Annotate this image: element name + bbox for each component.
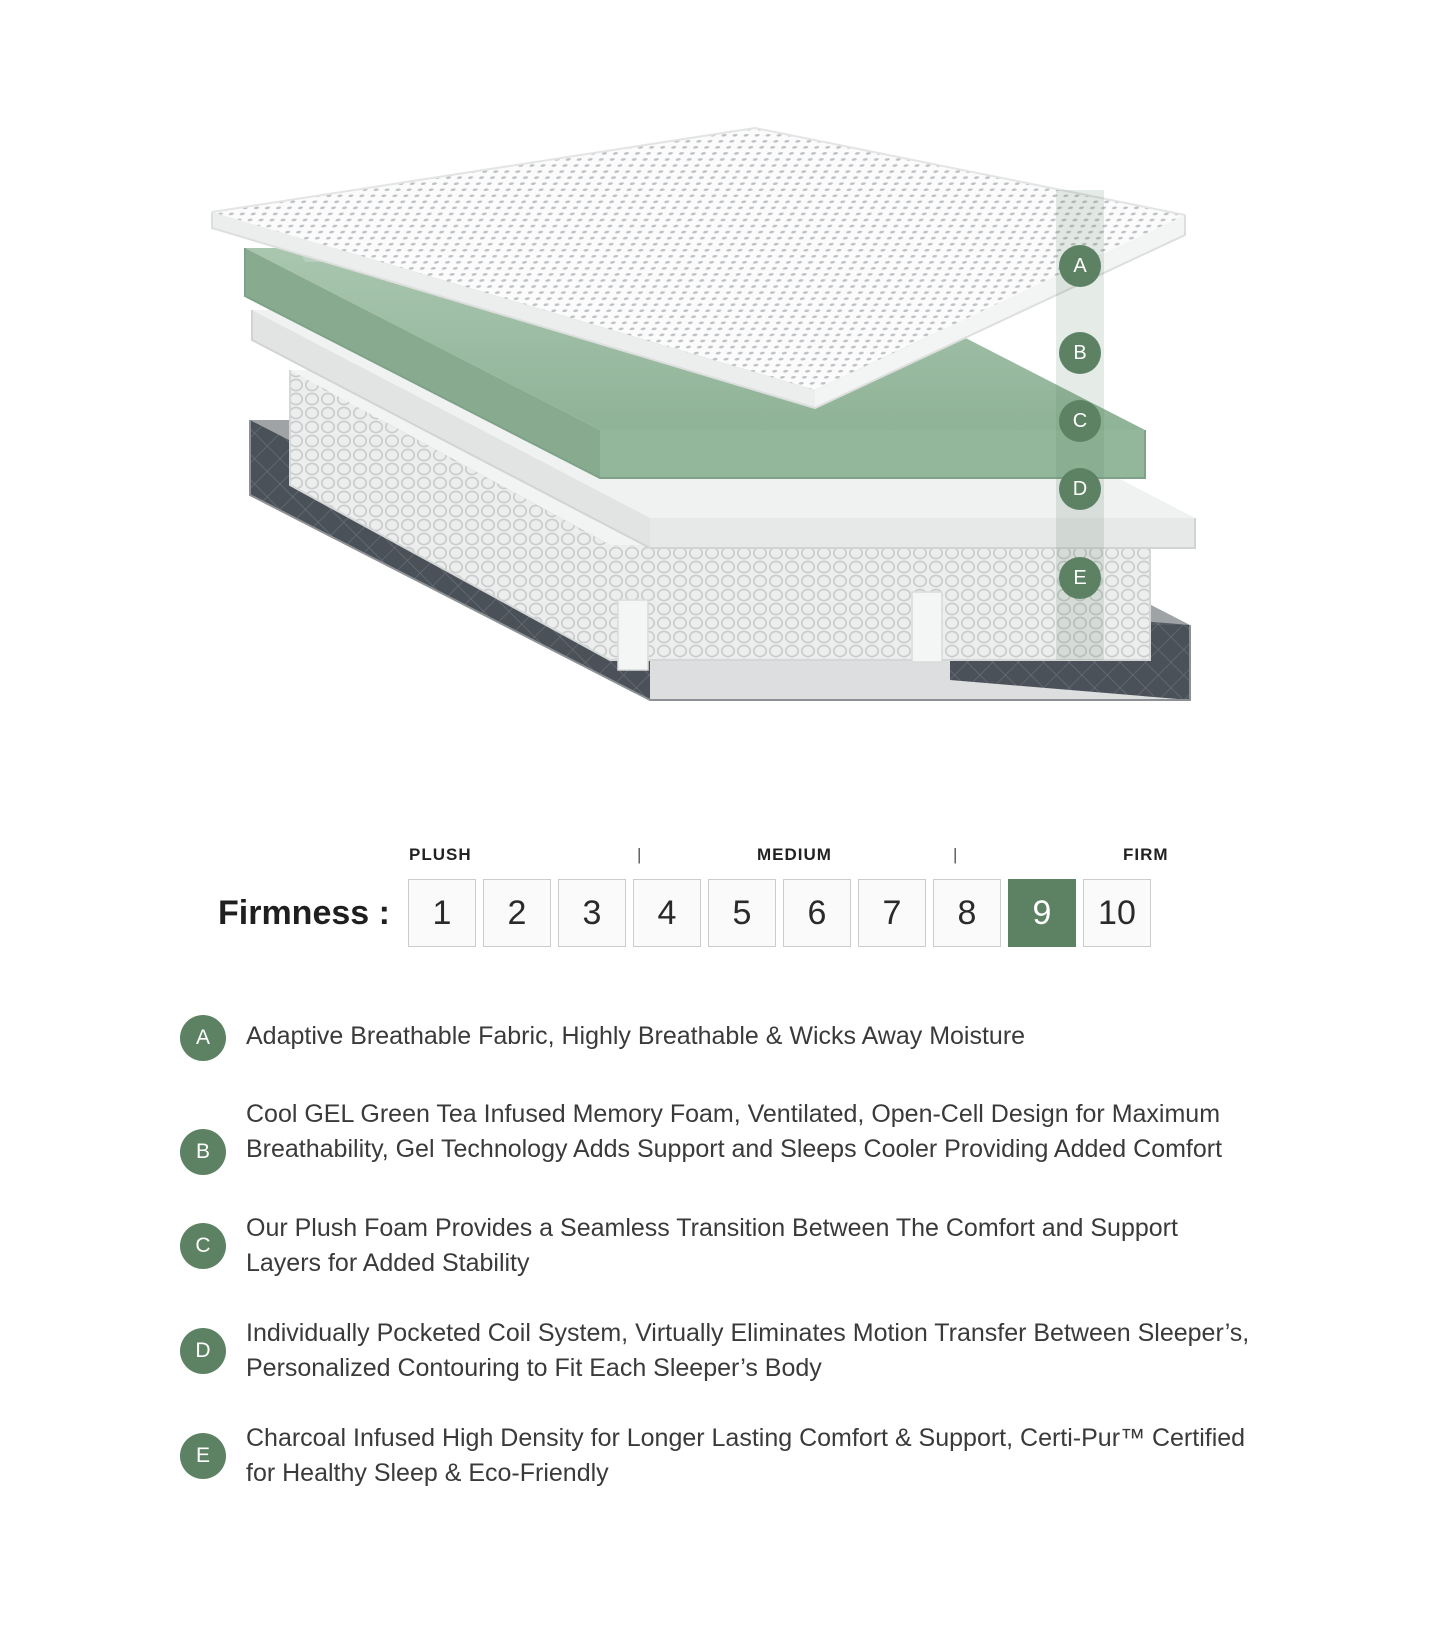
legend-text-c: Our Plush Foam Provides a Seamless Transition Between The Comfort and Support Layers for Added Stability — [246, 1214, 1178, 1277]
legend-item-c — [180, 1207, 1260, 1280]
legend-badge-b: B — [180, 1129, 226, 1175]
diagram-badge-b: B — [1059, 332, 1101, 374]
firmness-cell-2[interactable]: 2 — [483, 879, 551, 947]
legend-text-d: Individually Pocketed Coil System, Virtually Eliminates Motion Transfer Between Sleeper’s, Personalized Contouring to Fit Each Sleeper’s Body — [246, 1319, 1250, 1382]
mattress-layers-svg — [0, 0, 1445, 790]
legend-item-b — [180, 1093, 1260, 1175]
firmness-cell-5[interactable]: 5 — [708, 879, 776, 947]
legend-badge-e: E — [180, 1433, 226, 1479]
firmness-cell-9-selected[interactable]: 9 — [1008, 879, 1076, 947]
mattress-cutaway-diagram — [0, 0, 1445, 790]
legend-item-e — [180, 1417, 1260, 1490]
firmness-cell-3[interactable]: 3 — [558, 879, 626, 947]
diagram-badge-d: D — [1059, 468, 1101, 510]
firmness-cell-4[interactable]: 4 — [633, 879, 701, 947]
diagram-badge-e: E — [1059, 557, 1101, 599]
firmness-cell-1[interactable]: 1 — [408, 879, 476, 947]
label-plush: PLUSH — [409, 845, 472, 864]
firmness-scale-labels — [405, 845, 1245, 873]
legend-text-b: Cool GEL Green Tea Infused Memory Foam, Ventilated, Open-Cell Design for Maximum Breathability, Gel Technology Adds Support and Sleeps Cooler Providing Added Comfort — [246, 1100, 1223, 1163]
firmness-cell-7[interactable]: 7 — [858, 879, 926, 947]
label-medium: MEDIUM — [757, 845, 832, 864]
legend-text-a: Adaptive Breathable Fabric, Highly Breathable & Wicks Away Moisture — [246, 1022, 1026, 1050]
diagram-badge-a: A — [1059, 245, 1101, 287]
firmness-cell-8[interactable]: 8 — [933, 879, 1001, 947]
firmness-cell-10[interactable]: 10 — [1083, 879, 1151, 947]
firmness-scale — [408, 879, 1151, 947]
scale-divider-2: | — [953, 845, 958, 864]
legend-text-e: Charcoal Infused High Density for Longer Lasting Comfort & Support, Certi-Pur™ Certified for Healthy Sleep & Eco-Friendly — [246, 1424, 1246, 1487]
legend-badge-d: D — [180, 1328, 226, 1374]
firmness-cell-6[interactable]: 6 — [783, 879, 851, 947]
layer-legend — [180, 1015, 1260, 1522]
label-firm: FIRM — [1123, 845, 1169, 864]
firmness-row — [0, 879, 1445, 947]
firmness-scale-section — [0, 845, 1445, 947]
legend-badge-c: C — [180, 1223, 226, 1269]
diagram-badge-c: C — [1059, 400, 1101, 442]
scale-divider-1: | — [637, 845, 642, 864]
legend-item-d — [180, 1312, 1260, 1385]
firmness-title: Firmness : — [218, 893, 390, 932]
legend-item-a — [180, 1015, 1260, 1061]
legend-badge-a: A — [180, 1015, 226, 1061]
